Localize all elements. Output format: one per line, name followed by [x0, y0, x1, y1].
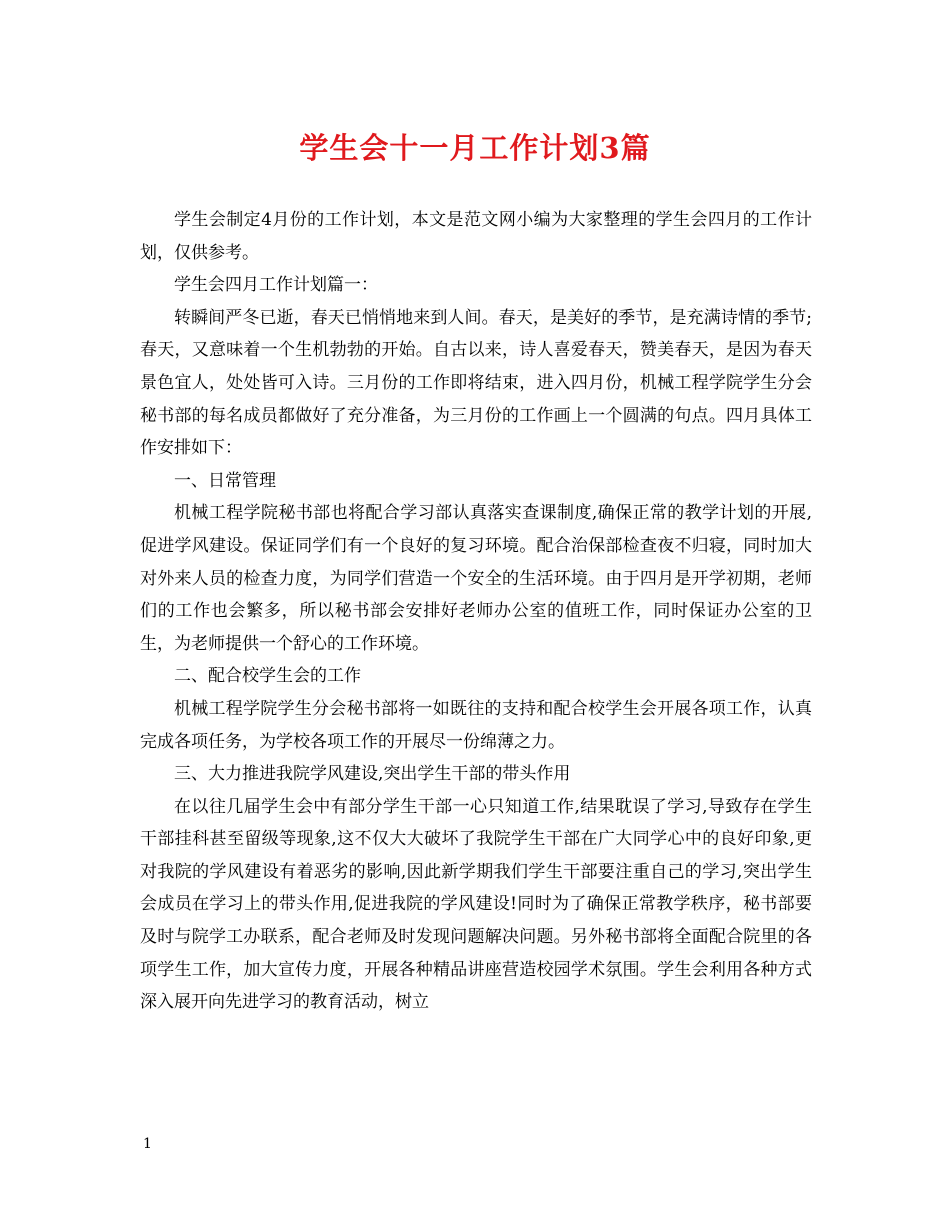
body-paragraph: 在以往几届学生会中有部分学生干部一心只知道工作,结果耽误了学习,导致存在学生干部挂科甚至留级等现象,这不仅大大破坏了我院学生干部在广大同学心中的良好印象,更对我院的学风建设有着恶劣的影响,因此新学期我们学生干部要注重自己的学习,突出学生会成员在学习上的带头作用,促进我院的学风建设!同时为了确保正常教学秩序，秘书部要及时与院学工办联系，配合老师及时发现问题解决问题。另外秘书部将全面配合院里的各项学生工作，加大宣传力度，开展各种精品讲座营造校园学术氛围。学生会利用各种方式深入展开向先进学习的教育活动，树立: [140, 796, 812, 1013]
page-number: 1: [143, 1136, 152, 1152]
section-heading: 学生会四月工作计划篇一：: [174, 275, 378, 296]
body-paragraph: 机械工程学院学生分会秘书部将一如既往的支持和配合校学生会开展各项工作，认真完成各项任务，为学校各项工作的开展尽一份绵薄之力。: [140, 698, 812, 752]
body-paragraph: 机械工程学院秘书部也将配合学习部认真落实查课制度,确保正常的教学计划的开展,促进学风建设。保证同学们有一个良好的复习环境。配合治保部检查夜不归寝，同时加大对外来人员的检查力度，为同学们营造一个安全的生活环境。由于四月是开学初期，老师们的工作也会繁多，所以秘书部会安排好老师办公室的值班工作，同时保证办公室的卫生，为老师提供一个舒心的工作环境。: [140, 503, 812, 654]
section-heading: 一、日常管理: [174, 470, 276, 491]
section-heading: 三、大力推进我院学风建设,突出学生干部的带头作用: [174, 764, 571, 785]
document-body: [140, 204, 812, 1019]
document-title: 学生会十一月工作计划3篇: [299, 131, 651, 165]
body-paragraph: 转瞬间严冬已逝，春天已悄悄地来到人间。春天，是美好的季节，是充满诗情的季节;春天，又意味着一个生机勃勃的开始。自古以来，诗人喜爱春天，赞美春天，是因为春天景色宜人，处处皆可入诗。三月份的工作即将结束，进入四月份，机械工程学院学生分会秘书部的每名成员都做好了充分准备，为三月份的工作画上一个圆满的句点。四月具体工作安排如下：: [140, 307, 812, 459]
body-paragraph: 学生会制定4月份的工作计划，本文是范文网小编为大家整理的学生会四月的工作计划，仅供参考。: [140, 210, 812, 263]
section-heading: 二、配合校学生会的工作: [174, 666, 361, 687]
